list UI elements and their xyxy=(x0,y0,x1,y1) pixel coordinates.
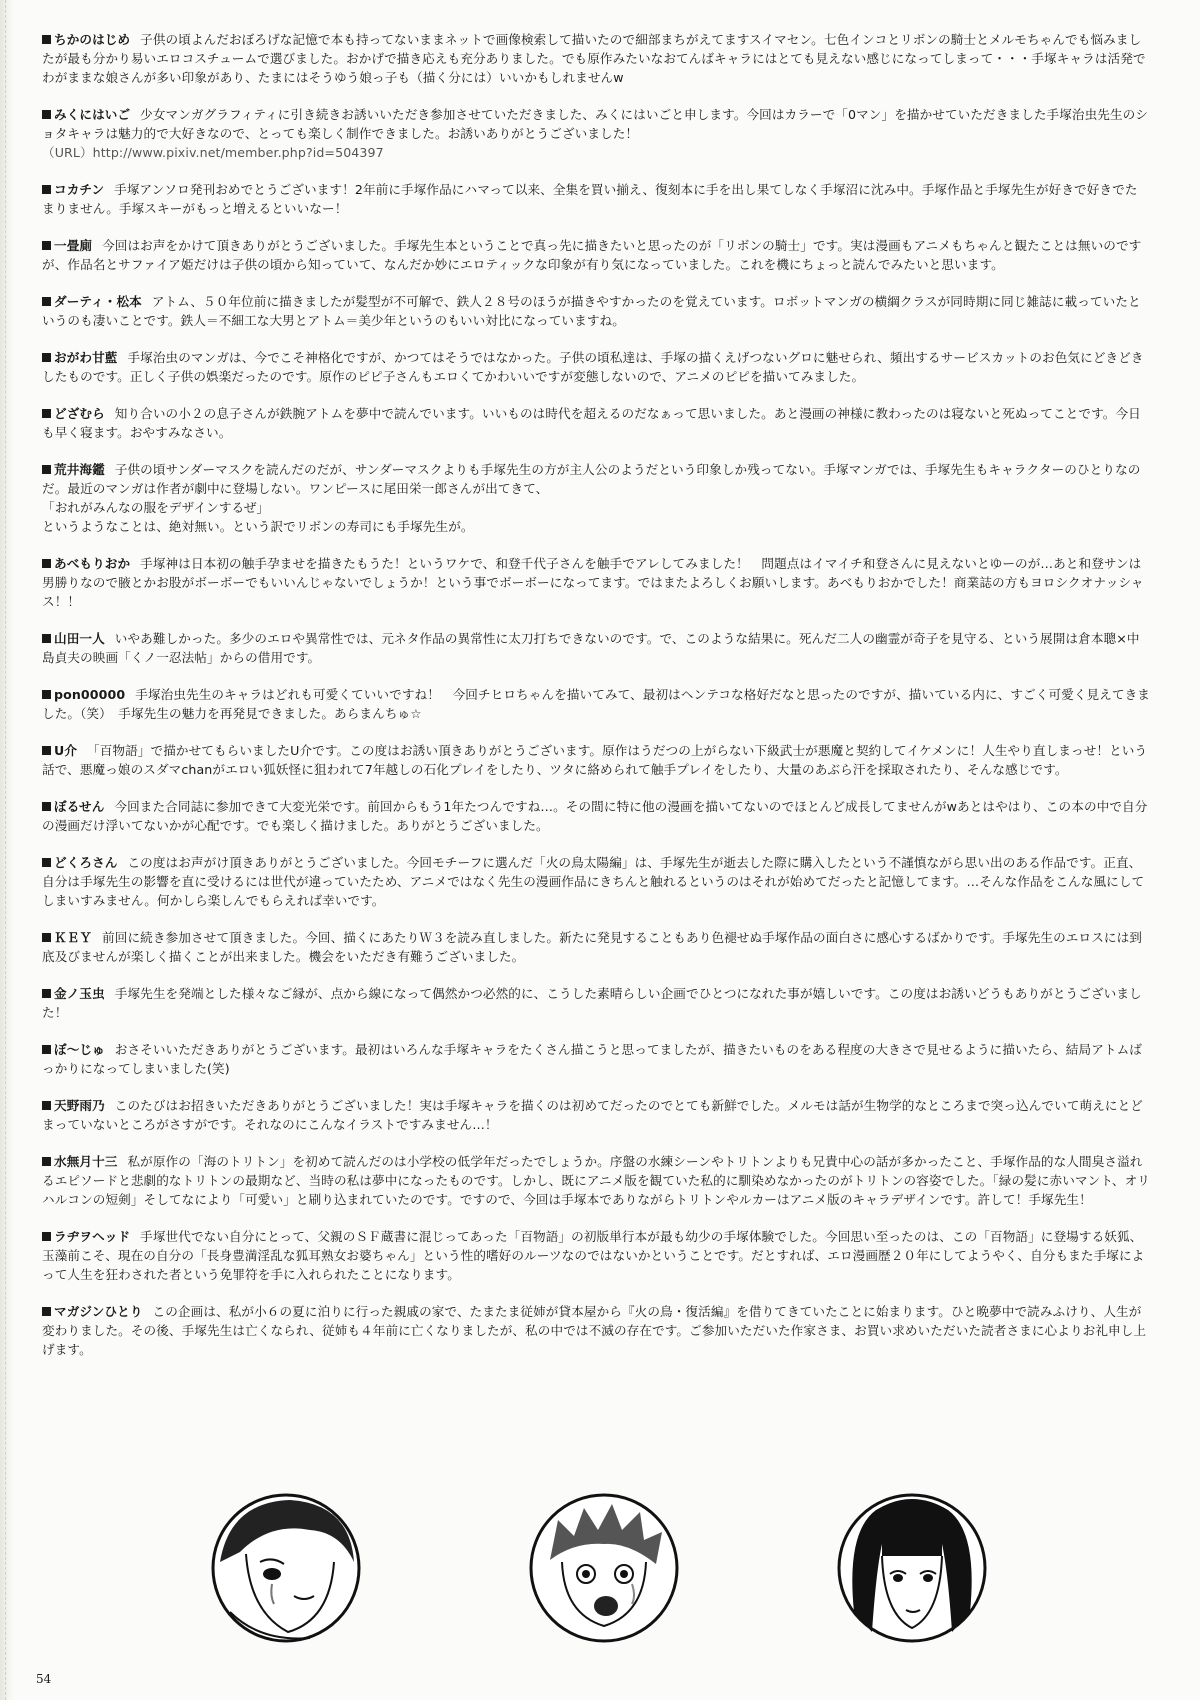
author-name: 天野雨乃 xyxy=(54,1098,105,1113)
comment-text: いやあ難しかった。多少のエロや異常性では、元ネタ作品の異常性に太刀打ちできないのです。で、このような結果に。死んだ二人の幽霊が奇子を見守る、という展開は倉本聰×中島貞夫の映画「くノ一忍法帖」からの借用です。 xyxy=(42,631,1140,665)
author-name: ダーティ・松本 xyxy=(54,294,142,309)
comment-text: 子供の頃サンダーマスクを読んだのだが、サンダーマスクよりも手塚先生の方が主人公のようだという印象しか残ってない。手塚マンガでは、手塚先生もキャラクターのひとりなのだ。最近のマンガは作者が劇中に登場しない。ワンピースに尾田栄一郎さんが出てきて、 xyxy=(42,462,1141,496)
comment-entry xyxy=(42,460,1150,536)
comment-entry xyxy=(42,1227,1150,1284)
bullet-square-icon xyxy=(42,1101,51,1110)
bullet-square-icon xyxy=(42,185,51,194)
author-name: ぼるせん xyxy=(54,799,105,814)
bullet-square-icon xyxy=(42,297,51,306)
comment-entry xyxy=(42,1040,1150,1078)
author-name: あべもりおか xyxy=(54,556,131,571)
comment-entry xyxy=(42,236,1150,274)
author-name: 荒井海鑑 xyxy=(54,462,105,477)
author-name: pon00000 xyxy=(54,687,126,702)
comment-entry xyxy=(42,180,1150,218)
comment-text: 手塚神は日本初の触手孕ませを描きたもうた！というワケで、和登千代子さんを触手でアレしてみました！ 問題点はイマイチ和登さんに見えないとゆーのが…あと和登サンは男勝りなので腋とかお股がボーボーでもいいんじゃないでしょうか！という事でボーボーになってます。ではまたよろしくお願いします。あべもりおかでした！商業誌の方もヨロシクオナッシャス！！ xyxy=(42,556,1144,609)
comment-entry xyxy=(42,554,1150,611)
comment-text: 手塚治虫のマンガは、今でこそ神格化ですが、かつてはそうではなかった。子供の頃私達は、手塚の描くえげつないグロに魅せられ、頻出するサービスカットのお色気にどきどきしたものです。正しく子供の娯楽だったのです。原作のピピ子さんもエロくてかわいいですが変態しないので、アニメのピピを描いてみました。 xyxy=(42,350,1144,384)
author-name: 山田一人 xyxy=(54,631,105,646)
bullet-square-icon xyxy=(42,634,51,643)
portrait-crying-boy xyxy=(210,1492,362,1644)
author-name: ラヂヲヘッド xyxy=(54,1229,131,1244)
portrait-shouting-boy xyxy=(528,1492,680,1644)
comment-entry xyxy=(42,404,1150,442)
bullet-square-icon xyxy=(42,933,51,942)
bullet-square-icon xyxy=(42,241,51,250)
author-url: （URL）http://www.pixiv.net/member.php?id=504397 xyxy=(42,145,384,160)
comment-text-continued: というようなことは、絶対無い。という訳でリボンの寿司にも手塚先生が。 xyxy=(42,519,474,534)
author-name: コカチン xyxy=(54,182,105,197)
comment-text: この度はお声がけ頂きありがとうございました。今回モチーフに選んだ「火の鳥太陽編」は、手塚先生が逝去した際に購入したという不謹慎ながら思い出のある作品です。正直、自分は手塚先生の影響を直に受けるには世代が違っていたため、アニメではなく先生の漫画作品にきちんと触れるというのはそれが始めてだったと記憶してます。…そんな作品をこんな風にしてしまいすみません。何かしら楽しんでもらえれば幸いです。 xyxy=(42,855,1145,908)
comment-entry xyxy=(42,685,1150,723)
bullet-square-icon xyxy=(42,690,51,699)
comment-text: 前回に続き参加させて頂きました。今回、描くにあたりＷ３を読み直しました。新たに発見することもあり色褪せぬ手塚作品の面白さに感心するばかりです。手塚先生のエロスには到底及びませんが楽しく描くことが出来ました。機会をいただき有難うございました。 xyxy=(42,930,1142,964)
comment-entry xyxy=(42,348,1150,386)
comment-text: 今回また合同誌に参加できて大変光栄です。前回からもう1年たつんですね…。その間に特に他の漫画を描いてないのでほとんど成長してませんがwあとはやはり、この本の中で自分の漫画だけ浮いてないかが心配です。でも楽しく描けました。ありがとうございました。 xyxy=(42,799,1148,833)
comment-text: 手塚アンソロ発刊おめでとうございます！2年前に手塚作品にハマって以来、全集を買い揃え、復刻本に手を出し果てしなく手塚沼に沈み中。手塚作品と手塚先生が好きで好きでたまりません。手塚スキーがもっと増えるといいなー！ xyxy=(42,182,1138,216)
comments-column xyxy=(42,30,1150,1377)
comment-text: このたびはお招きいただきありがとうございました！実は手塚キャラを描くのは初めてだったのでとても新鮮でした。メルモは話が生物学的なところまで突っ込んでいて萌えにとどまっていないところがさすがです。それなのにこんなイラストですみません…！ xyxy=(42,1098,1143,1132)
comment-entry xyxy=(42,292,1150,330)
bullet-square-icon xyxy=(42,1045,51,1054)
comment-quote: 「おれがみんなの服をデザインするぜ」 xyxy=(42,500,270,515)
author-name: マガジンひとり xyxy=(54,1304,143,1319)
comment-entry xyxy=(42,1302,1150,1359)
author-name: ちかのはじめ xyxy=(54,32,131,47)
author-name: 水無月十三 xyxy=(54,1154,118,1169)
comment-text: 知り合いの小２の息子さんが鉄腕アトムを夢中で読んでいます。いいものは時代を超えるのだなぁって思いました。あと漫画の神様に教わったのは寝ないと死ぬってことです。今日も早く寝ます。おやすみなさい。 xyxy=(42,406,1141,440)
bullet-square-icon xyxy=(42,858,51,867)
comment-entry xyxy=(42,1096,1150,1134)
comment-text: 手塚先生を発端とした様々なご縁が、点から線になって偶然かつ必然的に、こうした素晴らしい企画でひとつになれた事が嬉しいです。この度はお誘いどうもありがとうございました！ xyxy=(42,986,1142,1020)
comment-entry xyxy=(42,105,1150,162)
author-name: 金ノ玉虫 xyxy=(54,986,105,1001)
comment-entry xyxy=(42,928,1150,966)
bullet-square-icon xyxy=(42,35,51,44)
comment-entry xyxy=(42,629,1150,667)
author-name: U介 xyxy=(54,743,78,758)
bullet-square-icon xyxy=(42,1232,51,1241)
comment-text: 子供の頃よんだおぼろげな記憶で本も持ってないままネットで画像検索して描いたので細部まちがえてますスイマセン。七色インコとリボンの騎士とメルモちゃんでも悩みましたが最も分かり易いエロコスチュームで選びました。おかげで描き応えも充分ありました。でも原作みたいなおてんばキャラにはとても見えない感じになってしまって・・・手塚キャラは活発でわがままな娘さんが多い印象があり、たまにはそうゆう娘っ子も（描く分には）いいかもしれませんw xyxy=(42,32,1146,85)
comment-entry xyxy=(42,741,1150,779)
comment-text: 少女マンガグラフィティに引き続きお誘いいただき参加させていただきました、みくにはいごと申します。今回はカラーで「0マン」を描かせていただきました手塚治虫先生のショタキャラは魅力的で大好きなので、とっても楽しく制作できました。お誘いありがとうございました！ xyxy=(42,107,1149,141)
comment-entry xyxy=(42,797,1150,835)
binding-edge xyxy=(0,0,14,1700)
bullet-square-icon xyxy=(42,559,51,568)
comment-text: アトム、５０年位前に描きましたが髪型が不可解で、鉄人２８号のほうが描きやすかったのを覚えています。ロボットマンガの横綱クラスが同時期に同じ雑誌に載っていたというのも凄いことです。鉄人＝不細工な大男とアトム＝美少年というのもいい対比になっていますね。 xyxy=(42,294,1141,328)
bullet-square-icon xyxy=(42,353,51,362)
bullet-square-icon xyxy=(42,409,51,418)
comment-entry xyxy=(42,1152,1150,1209)
bullet-square-icon xyxy=(42,110,51,119)
bullet-square-icon xyxy=(42,989,51,998)
bullet-square-icon xyxy=(42,746,51,755)
author-name: ＫＥＹ xyxy=(54,930,93,945)
comment-text: おさそいいただきありがとうございます。最初はいろんな手塚キャラをたくさん描こうと思ってましたが、描きたいものをある程度の大きさで見せるように描いたら、結局アトムばっかりになってしまいました(笑) xyxy=(42,1042,1142,1076)
comment-text: 今回はお声をかけて頂きありがとうございました。手塚先生本ということで真っ先に描きたいと思ったのが「リボンの騎士」です。実は漫画もアニメもちゃんと観たことは無いのですが、作品名とサファイア姫だけは子供の頃から知っていて、なんだか妙にエロティックな印象が有り気になっていました。これを機にちょっと読んでみたいと思います。 xyxy=(42,238,1142,272)
comment-text: 手塚治虫先生のキャラはどれも可愛くていいですね！ 今回チヒロちゃんを描いてみて、最初はヘンテコな格好だなと思ったのですが、描いている内に、すごく可愛く見えてきました。（笑） 手塚先生の魅力を再発見できました。あらまんちゅ☆ xyxy=(42,687,1150,721)
portrait-long-hair-girl xyxy=(836,1492,988,1644)
bullet-square-icon xyxy=(42,465,51,474)
author-name: 一畳廁 xyxy=(54,238,93,253)
bullet-square-icon xyxy=(42,802,51,811)
author-name: ぼ～じゅ xyxy=(54,1042,105,1057)
author-name: みくにはいご xyxy=(54,107,131,122)
portrait-illustrations xyxy=(210,1492,990,1652)
comment-text: 私が原作の「海のトリトン」を初めて読んだのは小学校の低学年だったでしょうか。序盤の水練シーンやトリトンよりも兄貴中心の話が多かったこと、手塚作品的な人間臭さ溢れるエピソードと悲劇的なトリトンの最期など、当時の私は夢中になったものです。しかし、既にアニメ版を観ていた私的に馴染めなかったのがトリトンの容姿でした。「緑の髪に赤いマント、オリハルコンの短剣」そしてなにより「可愛い」と刷り込まれていたのです。ですので、今回は手塚本でありながらトリトンやルカーはアニメ版のキャラデザインです。許して！手塚先生！ xyxy=(42,1154,1150,1207)
bullet-square-icon xyxy=(42,1307,51,1316)
comment-entry xyxy=(42,984,1150,1022)
author-name: どざむら xyxy=(54,406,105,421)
author-name: どくろさん xyxy=(54,855,118,870)
comment-text: 手塚世代でない自分にとって、父親のＳＦ蔵書に混じってあった「百物語」の初版単行本が最も幼少の手塚体験でした。今回思い至ったのは、この「百物語」に登場する妖狐、玉藻前こそ、現在の自分の「長身豊満淫乱な狐耳熟女お婆ちゃん」という性的嗜好のルーツなのではないかということです。だとすれば、エロ漫画歴２０年にしてようやく、自分もまた手塚によって人生を狂わされた者という免罪符を手に入れられたことになります。 xyxy=(42,1229,1145,1282)
page-number: 54 xyxy=(36,1672,52,1686)
bullet-square-icon xyxy=(42,1157,51,1166)
comment-entry xyxy=(42,30,1150,87)
comment-entry xyxy=(42,853,1150,910)
comment-text: この企画は、私が小６の夏に泊りに行った親戚の家で、たまたま従姉が貸本屋から『火の鳥・復活編』を借りてきていたことに始まります。ひと晩夢中で読みふけり、人生が変わりました。その後、手塚先生は亡くなられ、従姉も４年前に亡くなりましたが、私の中では不滅の存在です。ご参加いただいた作家さま、お買い求めいただいた読者さまに心よりお礼申し上げます。 xyxy=(42,1304,1147,1357)
comment-text: 「百物語」で描かせてもらいましたU介です。この度はお誘い頂きありがとうございます。原作はうだつの上がらない下級武士が悪魔と契約してイケメンに！人生やり直しまっせ！という話で、悪魔っ娘のスダマchanがエロい狐妖怪に狙われて7年越しの石化プレイをしたり、ツタに絡められて触手プレイをしたり、大量のあぶら汗を採取されたり、そんな感じです。 xyxy=(42,743,1148,777)
author-name: おがわ甘藍 xyxy=(54,350,118,365)
